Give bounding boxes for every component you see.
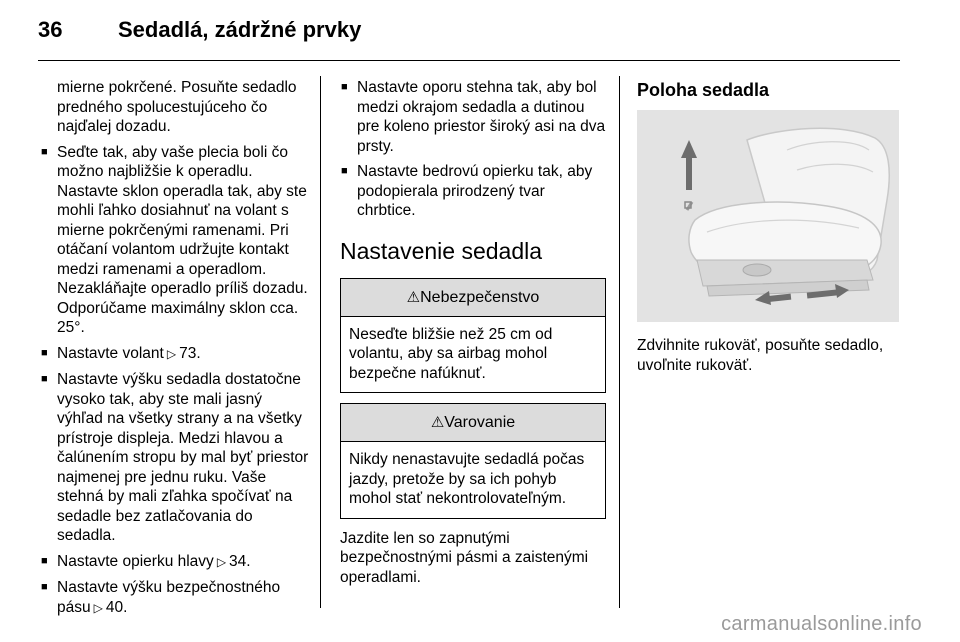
page-title: Sedadlá, zádržné prvky bbox=[118, 17, 362, 42]
seat-illustration-svg bbox=[637, 110, 899, 322]
warning-box-header bbox=[341, 404, 605, 442]
bullet-icon: ■ bbox=[41, 581, 48, 593]
reference-arrow-icon: ▷ bbox=[166, 346, 177, 361]
danger-box-header bbox=[341, 279, 605, 317]
column-3 bbox=[637, 78, 903, 381]
warning-triangle-icon: ⚠ bbox=[406, 288, 421, 306]
list-item-text: Nastavte výšku bezpečnostného pásu bbox=[57, 579, 281, 616]
bullet-icon: ■ bbox=[341, 81, 348, 93]
bullet-icon: ■ bbox=[41, 373, 48, 385]
list-item-text: Nastavte oporu stehna tak, aby bol medzi okrajom sedadla a dutinou pre koleno priestor široký asi na dva prsty. bbox=[357, 79, 606, 155]
list-item-text: Nastavte opierku hlavy bbox=[57, 552, 214, 570]
list-item-text: Seďte tak, aby vaše plecia boli čo možno najbližšie k operadlu. Nastavte sklon operadla tak, aby ste mohli ľahko dosiahnuť na volant s mierne pokrčenými ramenami. Pri otáčaní volantom udržujte kontakt medzi ramenami a operadlom. Nezakláňajte operadlo príliš dozadu. Odporúčame maximálny sklon cca. 25°. bbox=[57, 143, 308, 336]
warning-box bbox=[340, 403, 606, 519]
column-divider-2 bbox=[619, 76, 620, 608]
list-item bbox=[340, 78, 606, 156]
bullet-icon: ■ bbox=[41, 346, 48, 359]
page-reference[interactable]: 73. bbox=[179, 344, 201, 362]
list-item-text: Nastavte volant bbox=[57, 344, 164, 362]
warning-box-title: Varovanie bbox=[444, 414, 516, 431]
watermark: carmanualsonline.info bbox=[721, 613, 922, 635]
column-2 bbox=[340, 78, 606, 593]
page-reference[interactable]: 34. bbox=[229, 552, 251, 570]
header-rule bbox=[38, 60, 900, 61]
column-divider-1 bbox=[320, 76, 321, 608]
bullet-icon: ■ bbox=[41, 145, 48, 158]
list-item bbox=[40, 143, 312, 338]
illustration-caption: Zdvihnite rukoväť, posuňte sedadlo, uvoľnite rukoväť. bbox=[637, 337, 884, 374]
subsection-heading: Poloha sedadla bbox=[637, 80, 770, 100]
warning-box-text: Nikdy nenastavujte sedadlá počas jazdy, pretože by sa ich pohyb mohol stať nekontrolovateľným. bbox=[349, 451, 585, 507]
list-item bbox=[40, 370, 312, 546]
danger-box bbox=[340, 278, 606, 394]
reference-arrow-icon: ▷ bbox=[93, 600, 103, 615]
danger-box-text: Neseďte bližšie než 25 cm od volantu, aby sa airbag mohol bezpečne nafúknuť. bbox=[349, 325, 553, 382]
list-item-text: Nastavte bedrovú opierku tak, aby podopierala prirodzený tvar chrbtice. bbox=[357, 163, 593, 219]
seat-adjustment-illustration bbox=[637, 110, 899, 322]
danger-box-title: Nebezpečenstvo bbox=[420, 288, 540, 306]
closing-paragraph: Jazdite len so zapnutými bezpečnostnými pásmi a zaistenými operadlami. bbox=[340, 529, 589, 586]
bullet-icon: ■ bbox=[41, 554, 48, 567]
list-item bbox=[40, 578, 312, 618]
page-reference[interactable]: 40. bbox=[105, 598, 128, 616]
list-item-text: Nastavte výšku sedadla dostatočne vysoko tak, aby ste mali jasný výhľad na všetky strany a na všetky prístroje displeja. Medzi hlavou a čalúnením stropu by mal byť priestor najmenej pre jednu ruku. Vaše stehná by mali zľahka spočívať na sedadle bez zatlačovania do sedadla. bbox=[57, 371, 309, 544]
warning-triangle-icon: ⚠ bbox=[430, 414, 445, 431]
list-item bbox=[40, 552, 312, 573]
page-number: 36 bbox=[38, 17, 63, 42]
list-item bbox=[40, 344, 312, 365]
list-item bbox=[340, 162, 606, 221]
reference-arrow-icon: ▷ bbox=[216, 554, 227, 569]
section-heading: Nastavenie sedadla bbox=[340, 237, 543, 264]
bullet-icon: ■ bbox=[341, 165, 348, 177]
intro-paragraph: mierne pokrčené. Posuňte sedadlo predného spolucestujúceho čo najďalej dozadu. bbox=[57, 79, 297, 135]
column-1 bbox=[40, 78, 312, 624]
